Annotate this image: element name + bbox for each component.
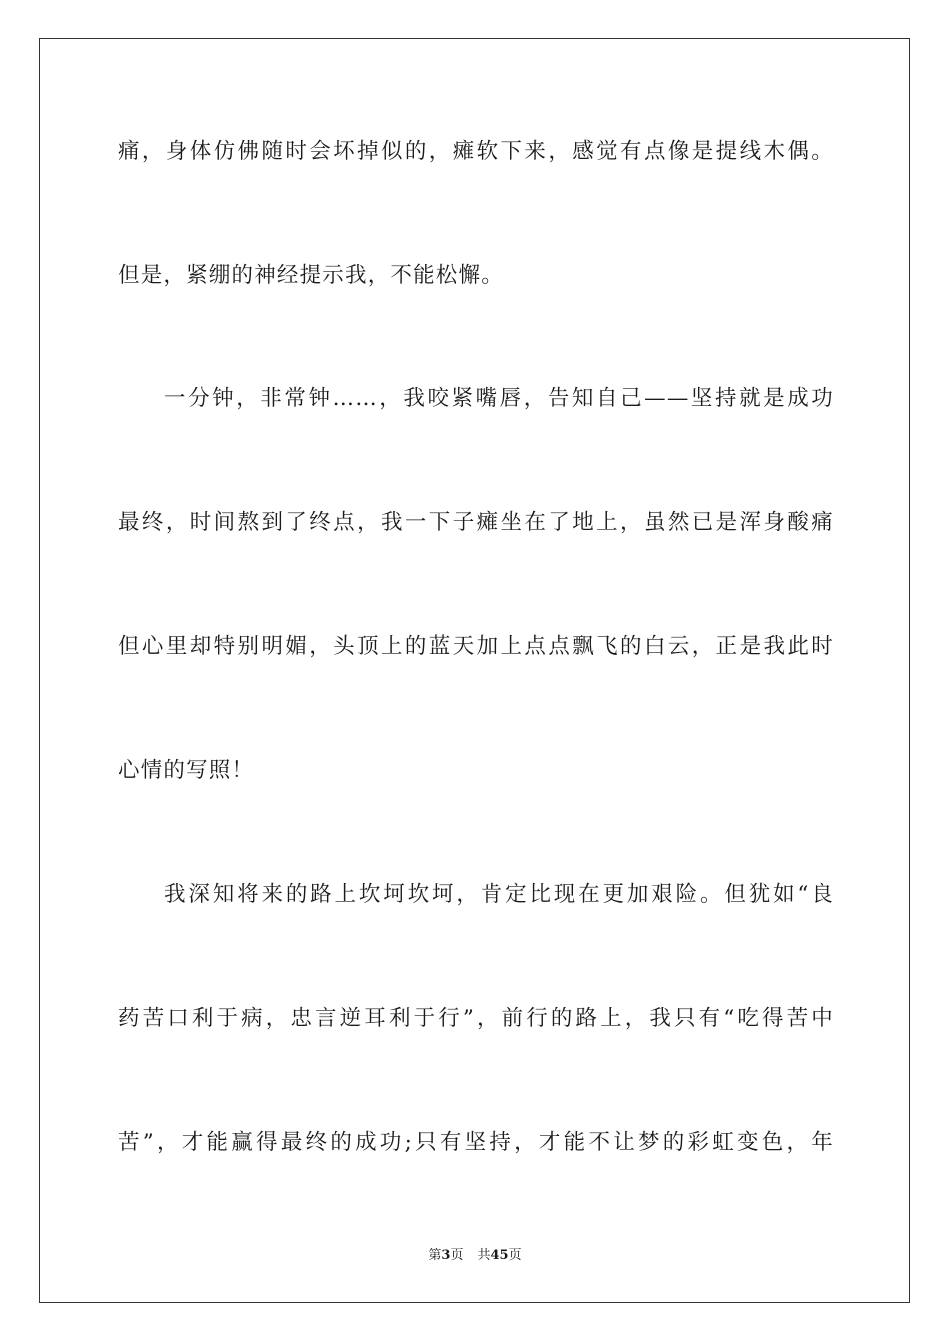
text-line-2: 但是，紧绷的神经提示我，不能松懈。 [118, 263, 504, 288]
text-line-7: 我深知将来的路上坎坷坎坷，肯定比现在更加艰险。但犹如“良 [164, 882, 834, 907]
text-line-8: 药苦口利于病，忠言逆耳利于行”，前行的路上，我只有“吃得苦中 [118, 1006, 834, 1031]
text-line-6: 心情的写照！ [118, 758, 255, 783]
text-line-4: 最终，时间熬到了终点，我一下子瘫坐在了地上，虽然已是浑身酸痛 [118, 510, 834, 535]
page-number: 3 [441, 1248, 451, 1263]
text-line-5: 但心里却特别明媚，头顶上的蓝天加上点点飘飞的白云，正是我此时 [118, 634, 834, 659]
text-line-3: 一分钟，非常钟……，我咬紧嘴唇，告知自己——坚持就是成功 [164, 386, 834, 411]
page-suffix: 页 [450, 1248, 464, 1263]
text-line-9: 苦”，才能赢得最终的成功;只有坚持，才能不让梦的彩虹变色，年 [118, 1130, 834, 1155]
text-line-1: 痛，身体仿佛随时会坏掉似的，瘫软下来，感觉有点像是提线木偶。 [118, 139, 834, 164]
page-border [39, 38, 910, 1303]
page-prefix: 第 [428, 1248, 442, 1263]
page-footer [0, 1247, 950, 1265]
total-pages: 45 [490, 1248, 509, 1263]
total-prefix: 共 [477, 1248, 491, 1263]
total-suffix: 页 [508, 1248, 522, 1263]
